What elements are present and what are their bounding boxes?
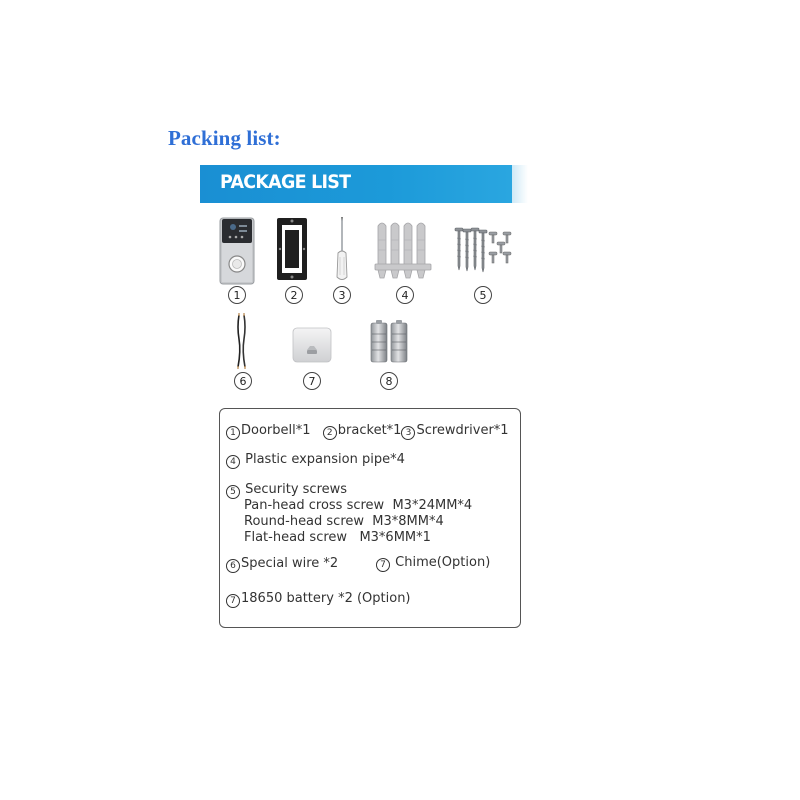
list-item-number: 7 (376, 558, 390, 572)
item-number-1: 1 (228, 286, 246, 304)
list-item-text: Special wire *2 (241, 556, 339, 571)
security-screws-image (453, 226, 517, 274)
list-item-number: 3 (401, 426, 415, 440)
list-line-3 (226, 482, 347, 499)
screw-spec-line: Pan-head cross screw M3*24MM*4 (244, 498, 473, 513)
screwdriver-image (334, 215, 350, 283)
battery-image (369, 320, 409, 364)
list-line-chime (376, 555, 490, 572)
chime-image (292, 327, 332, 363)
list-line-4 (226, 556, 338, 573)
page-heading: Packing list: (168, 126, 281, 150)
screw-spec-line: Round-head screw M3*8MM*4 (244, 514, 444, 529)
list-item-number: 6 (226, 559, 240, 573)
bracket-image (276, 217, 308, 281)
list-item-number: 5 (226, 485, 240, 499)
list-line-5 (226, 591, 411, 608)
item-number-7: 7 (303, 372, 321, 390)
item-number-8: 8 (380, 372, 398, 390)
item-number-6: 6 (234, 372, 252, 390)
banner-title: PACKAGE LIST (220, 171, 351, 193)
list-line-2 (226, 452, 405, 469)
list-item-text: bracket*1 (337, 423, 402, 438)
list-item-text: Screwdriver*1 (416, 423, 509, 438)
list-item-number: 4 (226, 455, 240, 469)
list-item-text: Security screws (245, 482, 348, 497)
banner-fade (512, 165, 528, 203)
item-number-2: 2 (285, 286, 303, 304)
item-number-4: 4 (396, 286, 414, 304)
list-item-text: Chime(Option) (395, 555, 491, 570)
list-item-text: Plastic expansion pipe*4 (245, 452, 405, 467)
item-number-3: 3 (333, 286, 351, 304)
list-item-number: 1 (226, 426, 240, 440)
list-item-text: Doorbell*1 (241, 423, 311, 438)
item-number-5: 5 (474, 286, 492, 304)
list-item-number: 2 (323, 426, 337, 440)
special-wire-image (232, 313, 252, 369)
list-item-text: 18650 battery *2 (Option) (241, 591, 411, 606)
doorbell-image (219, 217, 255, 285)
expansion-pipe-image (374, 220, 434, 282)
list-line-1 (226, 423, 509, 440)
package-list-banner (200, 165, 512, 203)
screw-spec-line: Flat-head screw M3*6MM*1 (244, 530, 431, 545)
list-item-number: 7 (226, 594, 240, 608)
